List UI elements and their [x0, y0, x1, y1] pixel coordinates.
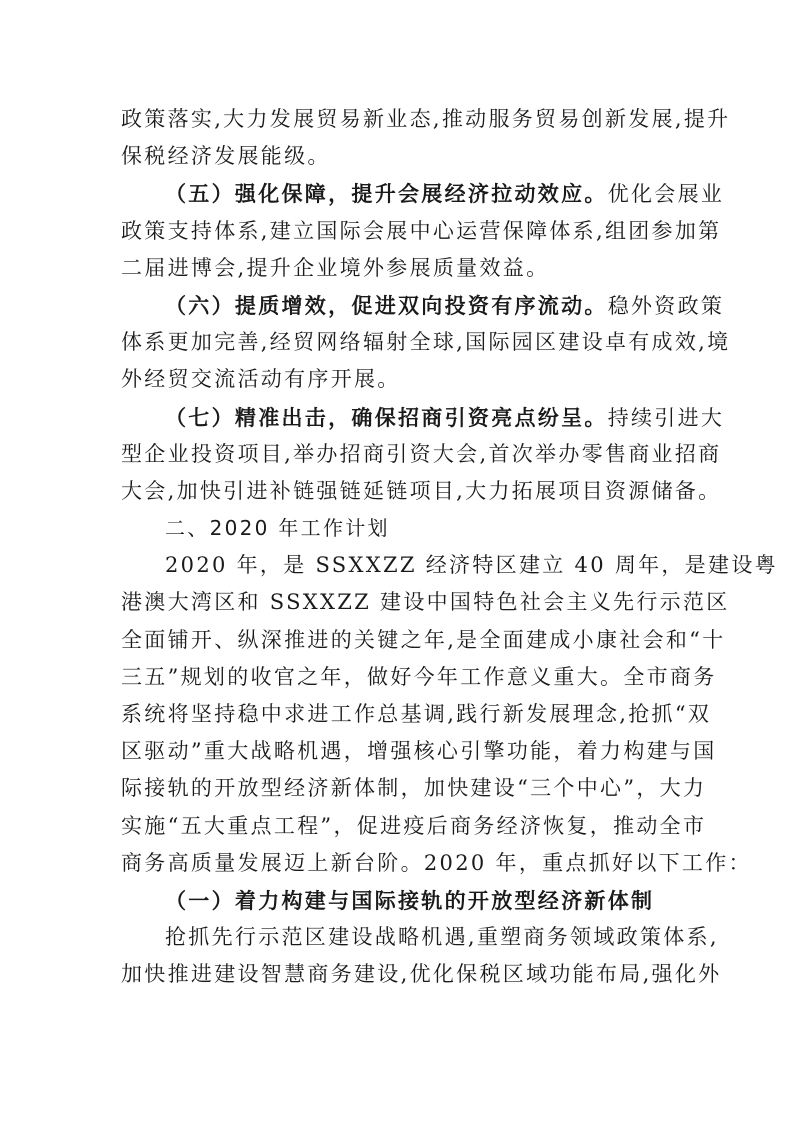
section-heading-line	[121, 287, 725, 324]
text-line: 型企业投资项目,举办招商引资大会,首次举办零售商业招商	[121, 441, 722, 466]
text-line: 保税经济发展能级。	[121, 144, 331, 169]
text-line: 商务高质量发展迈上新台阶。2020 年，重点抓好以下工作：	[121, 850, 752, 875]
text-line: 政策落实,大力发展贸易新业态,推动服务贸易创新发展,提升	[121, 107, 731, 131]
document-page	[121, 101, 778, 994]
section-heading-7: （七）精准出击，确保招商引资亮点纷呈。	[165, 404, 608, 430]
text-line: 区驱动”重大战略机遇，增强核心引擎功能，着力构建与国	[121, 739, 717, 764]
text-line: 大会,加快引进补链强链延链项目,大力拓展项目资源储备。	[121, 478, 722, 503]
text-line: 加快推进建设智慧商务建设,优化保税区域功能布局,强化外	[121, 962, 722, 987]
section-heading-6: （六）提质增效，促进双向投资有序流动。	[165, 292, 608, 318]
text-line: 政策支持体系,建立国际会展中心运营保障体系,组团参加第	[121, 218, 722, 243]
text-line: 外经贸交流活动有序开展。	[121, 367, 401, 392]
text-line: 港澳大湾区和 SSXXZZ 建设中国特色社会主义先行示范区	[121, 590, 730, 615]
text-line: 2020 年，是 SSXXZZ 经济特区建立 40 周年，是建设粤	[165, 553, 778, 578]
section-heading-line	[121, 399, 725, 436]
chapter-heading: 二、2020 年工作计划	[165, 516, 390, 541]
text-line: 体系更加完善,经贸网络辐射全球,国际园区建设卓有成效,境	[121, 330, 731, 355]
text-line: 实施“五大重点工程”，促进疫后商务经济恢复，推动全市	[121, 813, 707, 838]
subsection-heading-line	[121, 882, 673, 919]
text-span: 持续引进大	[607, 405, 725, 430]
section-heading-line	[121, 175, 725, 212]
text-span: 优化会展业	[607, 182, 725, 207]
text-span: 稳外资政策	[607, 293, 725, 318]
text-line: 抢抓先行示范区建设战略机遇,重塑商务领域政策体系,	[165, 925, 719, 950]
text-line: 三五”规划的收官之年，做好今年工作意义重大。全市商务	[121, 664, 717, 689]
text-line: 系统将坚持稳中求进工作总基调,践行新发展理念,抢抓“双	[121, 702, 712, 726]
text-line: 全面铺开、纵深推进的关键之年,是全面建成小康社会和“十	[121, 627, 726, 652]
subsection-heading-1: （一）着力构建与国际接轨的开放型经济新体制	[165, 887, 655, 913]
text-line: 二届进博会,提升企业境外参展质量效益。	[121, 255, 550, 280]
section-heading-5: （五）强化保障，提升会展经济拉动效应。	[165, 181, 608, 207]
text-line: 际接轨的开放型经济新体制，加快建设“三个中心”，大力	[121, 776, 707, 801]
